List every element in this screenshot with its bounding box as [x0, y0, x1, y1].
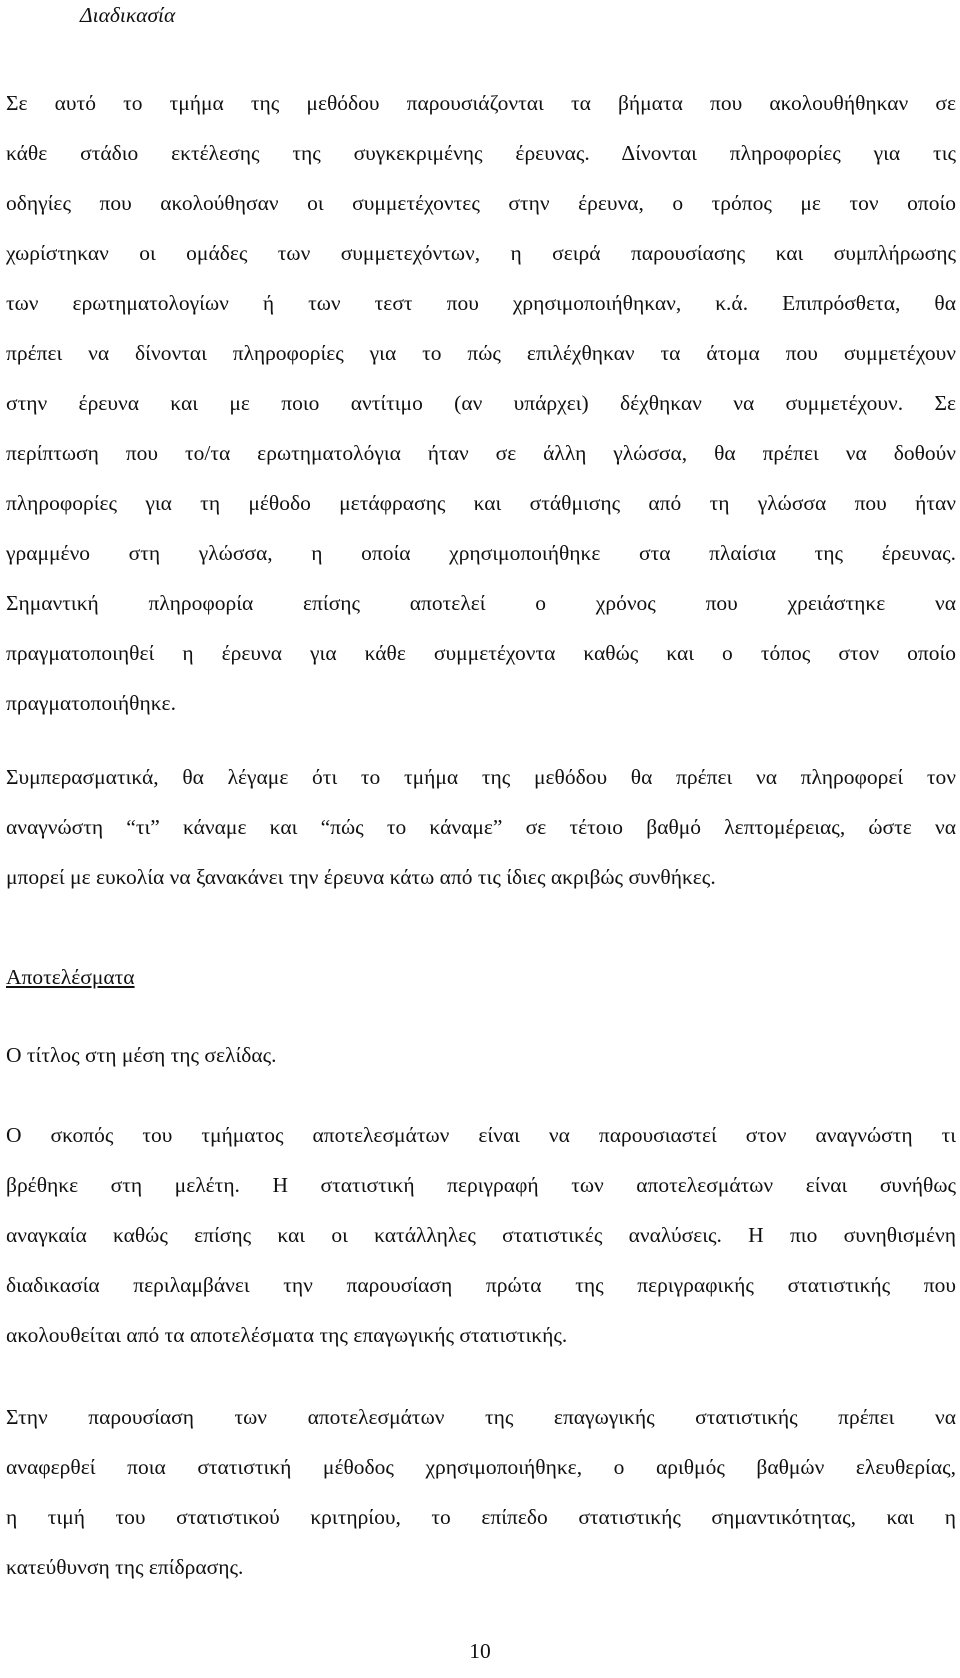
- paragraph-line: στην έρευνα και με ποιο αντίτιμο (αν υπάρχει) δέχθηκαν να συμμετέχουν. Σε: [6, 391, 956, 415]
- paragraph-line: χωρίστηκαν οι ομάδες των συμμετεχόντων, η σειρά παρουσίασης και συμπλήρωσης: [6, 241, 956, 265]
- paragraph-line: των ερωτηματολογίων ή των τεστ που χρησιμοποιήθηκαν, κ.ά. Επιπρόσθετα, θα: [6, 291, 956, 315]
- paragraph-line: αναγνώστη “τι” κάναμε και “πώς το κάναμε” σε τέτοιο βαθμό λεπτομέρειας, ώστε να: [6, 815, 956, 839]
- paragraph-line: ακολουθείται από τα αποτελέσματα της επαγωγικής στατιστικής.: [6, 1323, 568, 1347]
- paragraph-line: η τιμή του στατιστικού κριτηρίου, το επίπεδο στατιστικής σημαντικότητας, και η: [6, 1505, 956, 1529]
- paragraph-line: κάθε στάδιο εκτέλεσης της συγκεκριμένης έρευνας. Δίνονται πληροφορίες για τις: [6, 141, 956, 165]
- procedure-paragraph: [6, 78, 956, 728]
- paragraph-line: Συμπερασματικά, θα λέγαμε ότι το τμήμα της μεθόδου θα πρέπει να πληροφορεί τον: [6, 765, 956, 789]
- procedure-heading: Διαδικασία: [80, 3, 176, 27]
- paragraph-line: Στην παρουσίαση των αποτελεσμάτων της επαγωγικής στατιστικής πρέπει να: [6, 1405, 956, 1429]
- results-heading: Αποτελέσματα: [6, 965, 135, 989]
- paragraph-line: Σε αυτό το τμήμα της μεθόδου παρουσιάζονται τα βήματα που ακολουθήθηκαν σε: [6, 91, 956, 115]
- paragraph-line: αναφερθεί ποια στατιστική μέθοδος χρησιμοποιήθηκε, ο αριθμός βαθμών ελευθερίας,: [6, 1455, 956, 1479]
- summary-paragraph: [6, 752, 956, 902]
- paragraph-line: πληροφορίες για τη μέθοδο μετάφρασης και στάθμισης από τη γλώσσα που ήταν: [6, 491, 956, 515]
- paragraph-line: διαδικασία περιλαμβάνει την παρουσίαση πρώτα της περιγραφικής στατιστικής που: [6, 1273, 956, 1297]
- paragraph-line: Ο σκοπός του τμήματος αποτελεσμάτων είναι να παρουσιαστεί στον αναγνώστη τι: [6, 1123, 956, 1147]
- results-purpose-paragraph: [6, 1110, 956, 1360]
- paragraph-line: πραγματοποιήθηκε.: [6, 691, 176, 715]
- page-number: 10: [469, 1639, 491, 1663]
- paragraph-line: Ο τίτλος στη μέση της σελίδας.: [6, 1043, 277, 1067]
- paragraph-line: Σημαντική πληροφορία επίσης αποτελεί ο χρόνος που χρειάστηκε να: [6, 591, 956, 615]
- paragraph-line: γραμμένο στη γλώσσα, η οποία χρησιμοποιήθηκε στα πλαίσια της έρευνας.: [6, 541, 956, 565]
- paragraph-line: οδηγίες που ακολούθησαν οι συμμετέχοντες στην έρευνα, ο τρόπος με τον οποίο: [6, 191, 956, 215]
- results-title-line: [6, 1030, 956, 1080]
- paragraph-line: κατεύθυνση της επίδρασης.: [6, 1555, 244, 1579]
- results-inferential-paragraph: [6, 1392, 956, 1592]
- paragraph-line: περίπτωση που το/τα ερωτηματολόγια ήταν σε άλλη γλώσσα, θα πρέπει να δοθούν: [6, 441, 956, 465]
- paragraph-line: μπορεί με ευκολία να ξανακάνει την έρευνα κάτω από τις ίδιες ακριβώς συνθήκες.: [6, 865, 716, 889]
- paragraph-line: αναγκαία καθώς επίσης και οι κατάλληλες στατιστικές αναλύσεις. Η πιο συνηθισμένη: [6, 1223, 956, 1247]
- paragraph-line: βρέθηκε στη μελέτη. Η στατιστική περιγραφή των αποτελεσμάτων είναι συνήθως: [6, 1173, 956, 1197]
- paragraph-line: πρέπει να δίνονται πληροφορίες για το πώς επιλέχθηκαν τα άτομα που συμμετέχουν: [6, 341, 956, 365]
- paragraph-line: πραγματοποιηθεί η έρευνα για κάθε συμμετέχοντα καθώς και ο τόπος στον οποίο: [6, 641, 956, 665]
